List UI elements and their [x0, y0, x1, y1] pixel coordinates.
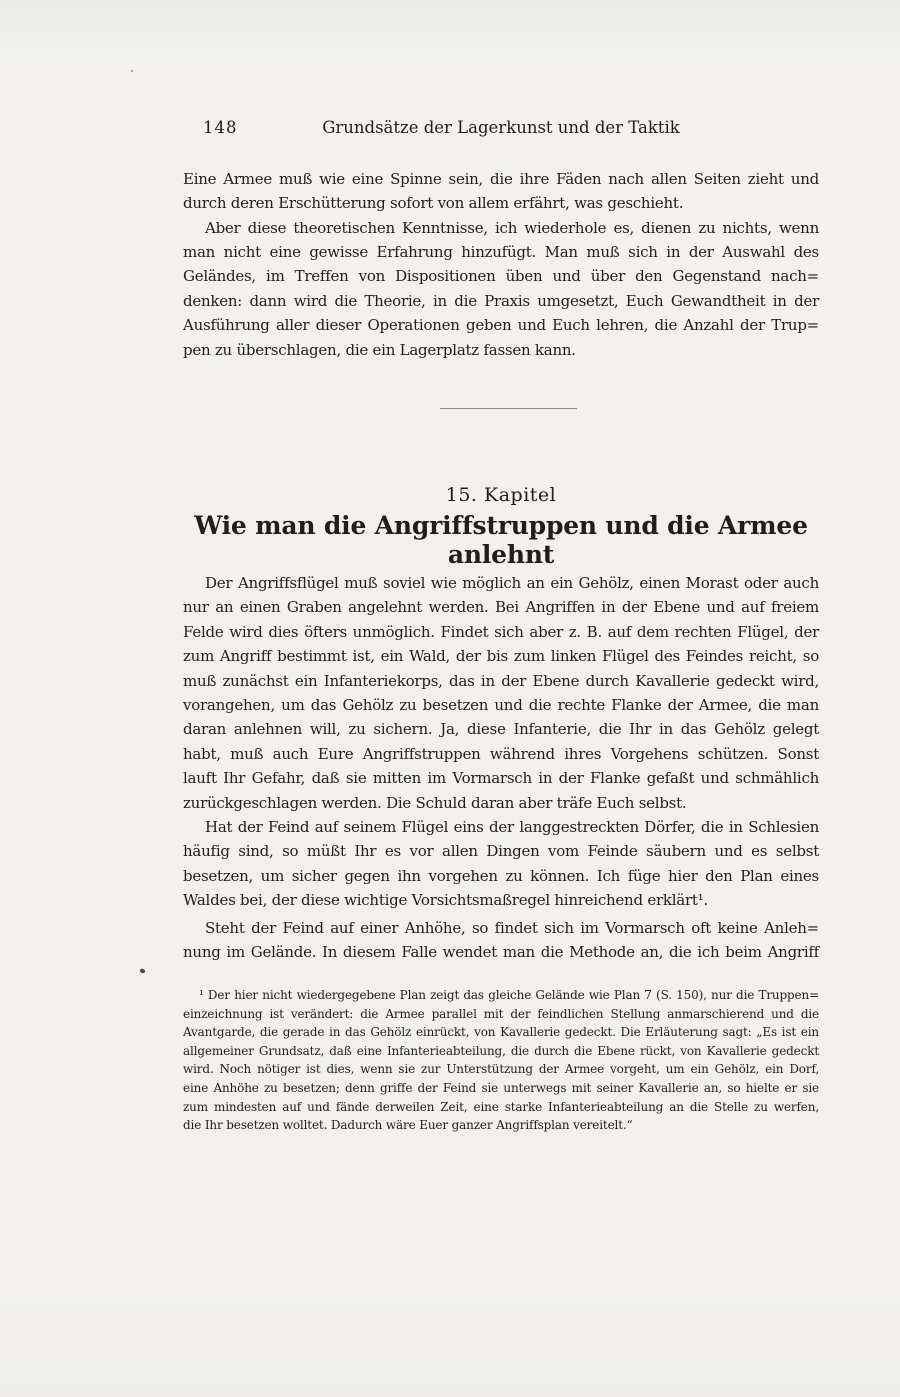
text-line: eine Anhöhe zu besetzen; denn griffe der Feind sie unterwegs mit seiner Kavallerie an, so hielte er sie — [183, 1080, 819, 1095]
text-line: wird. Noch nötiger ist dies, wenn sie zur Unterstützung der Armee vorgeht, um ein Gehölz, ein Dorf, — [183, 1062, 819, 1077]
text-line: nur an einen Graben angelehnt werden. Bei Angriffen in der Ebene und auf freiem — [183, 598, 819, 617]
paragraph-angriffsfluegel — [183, 571, 819, 815]
page-number: 148 — [203, 118, 238, 137]
ink-speck — [131, 70, 133, 72]
text-line: Waldes bei, der diese wichtige Vorsichtsmaßregel hinreichend erklärt¹. — [183, 891, 708, 910]
text-line: einzeichnung ist verändert: die Armee parallel mit der feindlichen Stellung anmarschierend und die — [183, 1006, 819, 1021]
text-line: häufig sind, so müßt Ihr es vor allen Dingen vom Feinde säubern und es selbst — [183, 842, 819, 861]
text-line: Avantgarde, die gerade in das Gehölz einrückt, von Kavallerie gedeckt. Die Erläuterung sagt: „Es ist ein — [183, 1025, 819, 1040]
text-line: Felde wird dies öfters unmöglich. Findet sich aber z. B. auf dem rechten Flügel, der — [183, 622, 819, 641]
paragraph-theorie — [183, 216, 819, 362]
ink-speck — [139, 968, 145, 974]
text-line: habt, muß auch Eure Angriffstruppen während ihres Vorgehens schützen. Sonst — [183, 744, 819, 763]
page-header — [183, 118, 819, 140]
paragraph-spinne — [183, 167, 819, 216]
text-line: Eine Armee muß wie eine Spinne sein, die ihre Fäden nach allen Seiten zieht und — [183, 170, 819, 188]
text-line: nung im Gelände. In diesem Falle wendet man die Methode an, die ich beim Angriff — [183, 943, 819, 962]
text-line: Aber diese theoretischen Kenntnisse, ich wiederhole es, dienen zu nichts, wenn — [205, 218, 819, 237]
text-line: Ausführung aller dieser Operationen geben und Euch lehren, die Anzahl der Trup= — [183, 316, 819, 335]
text-line: zurückgeschlagen werden. Die Schuld daran aber träfe Euch selbst. — [183, 793, 687, 812]
text-line: Geländes, im Treffen von Dispositionen üben und über den Gegenstand nach= — [183, 267, 819, 286]
text-line: ¹ Der hier nicht wiedergegebene Plan zeigt das gleiche Gelände wie Plan 7 (S. 150), nur die Truppen= — [199, 988, 819, 1002]
text-line: zum mindesten auf und fände derweilen Zeit, eine starke Infanterieabteilung an die Stelle zu werfen, — [183, 1099, 819, 1114]
text-line: Hat der Feind auf seinem Flügel eins der langgestreckten Dörfer, die in Schlesien — [205, 818, 819, 836]
chapter-number: 15. Kapitel — [445, 484, 557, 506]
chapter-title: Wie man die Angriffstruppen und die Armee anlehnt — [194, 511, 808, 569]
text-line: zum Angriff bestimmt ist, ein Wald, der bis zum linken Flügel des Feindes reicht, so — [183, 647, 819, 666]
text-line: allgemeiner Grundsatz, daß eine Infanterieabteilung, die durch die Ebene rückt, von Kavallerie gedeckt — [183, 1043, 819, 1058]
text-line: man nicht eine gewisse Erfahrung hinzufügt. Man muß sich in der Auswahl des — [183, 242, 819, 261]
text-line: pen zu überschlagen, die ein Lagerplatz fassen kann. — [183, 340, 576, 359]
text-line: vorangehen, um das Gehölz zu besetzen und die rechte Flanke der Armee, die man — [183, 696, 819, 715]
text-line: die Ihr besetzen wolltet. Dadurch wäre Euer ganzer Angriffsplan vereitelt.“ — [183, 1118, 633, 1133]
paragraph-anhoehe — [183, 916, 819, 965]
text-line: denken: dann wird die Theorie, in die Praxis umgesetzt, Euch Gewandtheit in der — [183, 291, 819, 310]
section-divider — [440, 408, 577, 409]
text-line: Steht der Feind auf einer Anhöhe, so findet sich im Vormarsch oft keine Anleh= — [205, 919, 819, 937]
text-line: Der Angriffsflügel muß soviel wie möglich an ein Gehölz, einen Morast oder auch — [205, 574, 819, 592]
text-line: durch deren Erschütterung sofort von allem erfährt, was geschieht. — [183, 194, 684, 213]
paragraph-doerfer — [183, 815, 819, 913]
footnote-block — [183, 986, 819, 1135]
running-head: Grundsätze der Lagerkunst und der Taktik — [322, 118, 680, 137]
text-line: besetzen, um sicher gegen ihn vorgehen zu können. Ich füge hier den Plan eines — [183, 866, 819, 885]
text-line: lauft Ihr Gefahr, daß sie mitten im Vormarsch in der Flanke gefaßt und schmählich — [183, 769, 819, 788]
text-line: muß zunächst ein Infanteriekorps, das in der Ebene durch Kavallerie gedeckt wird, — [183, 671, 819, 690]
text-line: daran anlehnen will, zu sichern. Ja, diese Infanterie, die Ihr in das Gehölz gelegt — [183, 720, 819, 739]
